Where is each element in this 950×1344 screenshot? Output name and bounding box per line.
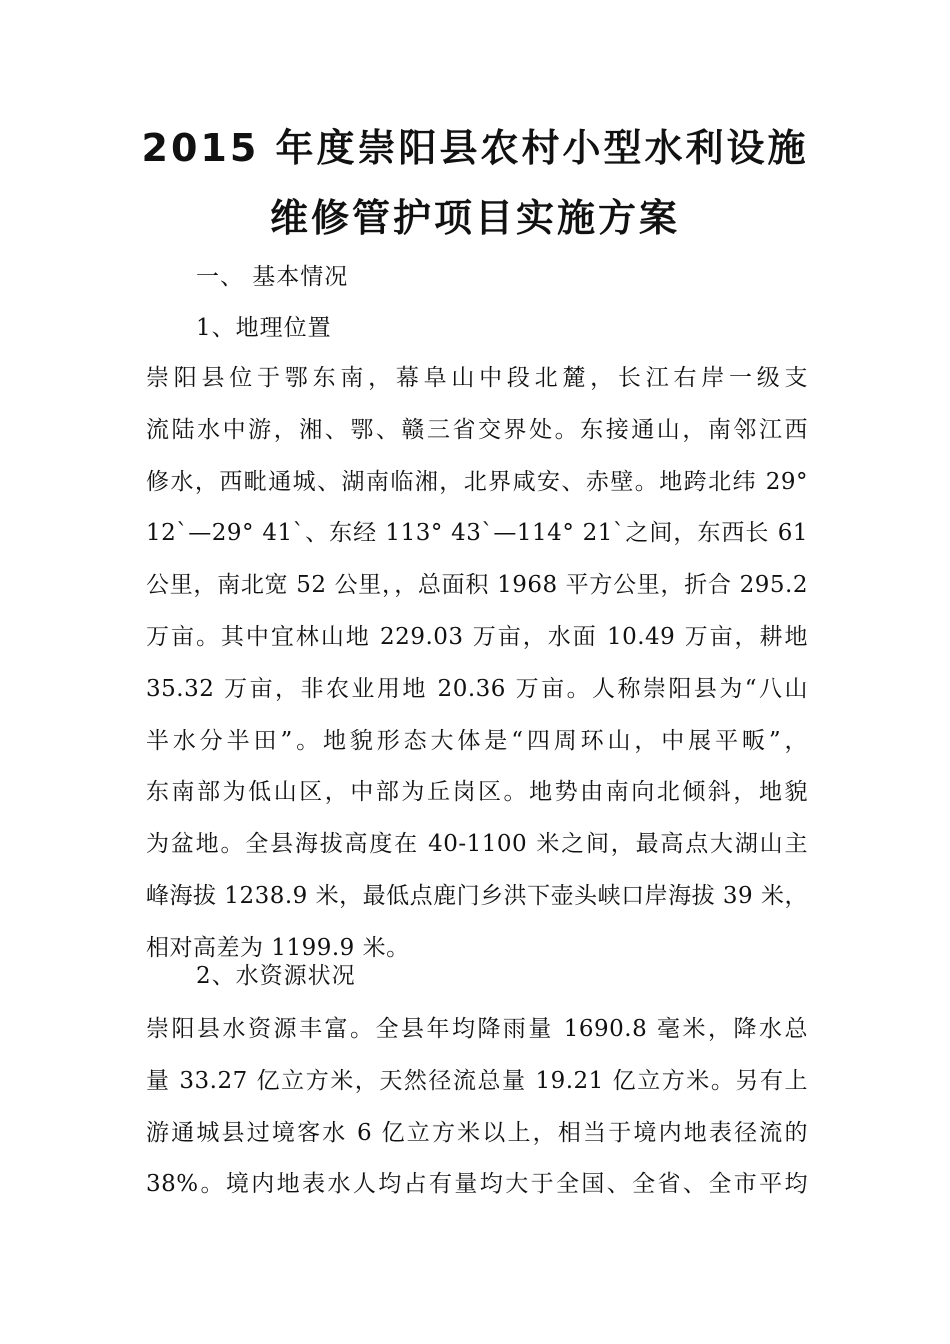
subsection-heading-water-resources: 2、水资源状况 bbox=[196, 963, 356, 989]
paragraph-line: 半水分半田”。地貌形态大体是“四周环山，中展平畈”， bbox=[146, 727, 808, 754]
paragraph-line: 38%。境内地表水人均占有量均大于全国、全省、全市平均 bbox=[146, 1171, 808, 1198]
paragraph-line: 流陆水中游，湘、鄂、赣三省交界处。东接通山，南邻江西 bbox=[146, 416, 808, 443]
paragraph-line: 修水，西毗通城、湖南临湘，北界咸安、赤壁。地跨北纬 29° bbox=[146, 468, 808, 495]
paragraph-line: 崇阳县水资源丰富。全县年均降雨量 1690.8 毫米，降水总 bbox=[146, 1016, 808, 1042]
paragraph-line: 相对高差为 1199.9 米。 bbox=[146, 934, 410, 961]
paragraph-geography bbox=[146, 353, 808, 975]
paragraph-water-resources bbox=[146, 1004, 808, 1211]
paragraph-line: 万亩。其中宜林山地 229.03 万亩，水面 10.49 万亩，耕地 bbox=[146, 623, 808, 650]
paragraph-line: 12`—29° 41`、东经 113° 43`—114° 21`之间，东西长 61 bbox=[146, 520, 808, 547]
section-heading-basic-info: 一、 基本情况 bbox=[196, 264, 349, 290]
document-title-line-2: 维修管护项目实施方案 bbox=[269, 196, 680, 240]
paragraph-line: 游通城县过境客水 6 亿立方米以上，相当于境内地表径流的 bbox=[146, 1119, 808, 1146]
subsection-heading-geography: 1、地理位置 bbox=[196, 315, 332, 341]
paragraph-line: 35.32 万亩，非农业用地 20.36 万亩。人称崇阳县为“八山 bbox=[146, 675, 808, 702]
paragraph-line: 公里，南北宽 52 公里，，总面积 1968 平方公里，折合 295.2 bbox=[146, 572, 808, 599]
document-title-line-1: 2015 年度崇阳县农村小型水利设施 bbox=[141, 126, 809, 170]
paragraph-line: 峰海拔 1238.9 米，最低点鹿门乡洪下壶头峡口岸海拔 39 米， bbox=[146, 882, 808, 909]
paragraph-line: 崇阳县位于鄂东南，幕阜山中段北麓，长江右岸一级支 bbox=[146, 365, 808, 391]
paragraph-line: 量 33.27 亿立方米，天然径流总量 19.21 亿立方米。另有上 bbox=[146, 1067, 808, 1094]
paragraph-line: 为盆地。全县海拔高度在 40-1100 米之间，最高点大湖山主 bbox=[146, 831, 808, 858]
paragraph-line: 东南部为低山区，中部为丘岗区。地势由南向北倾斜，地貌 bbox=[146, 779, 808, 806]
